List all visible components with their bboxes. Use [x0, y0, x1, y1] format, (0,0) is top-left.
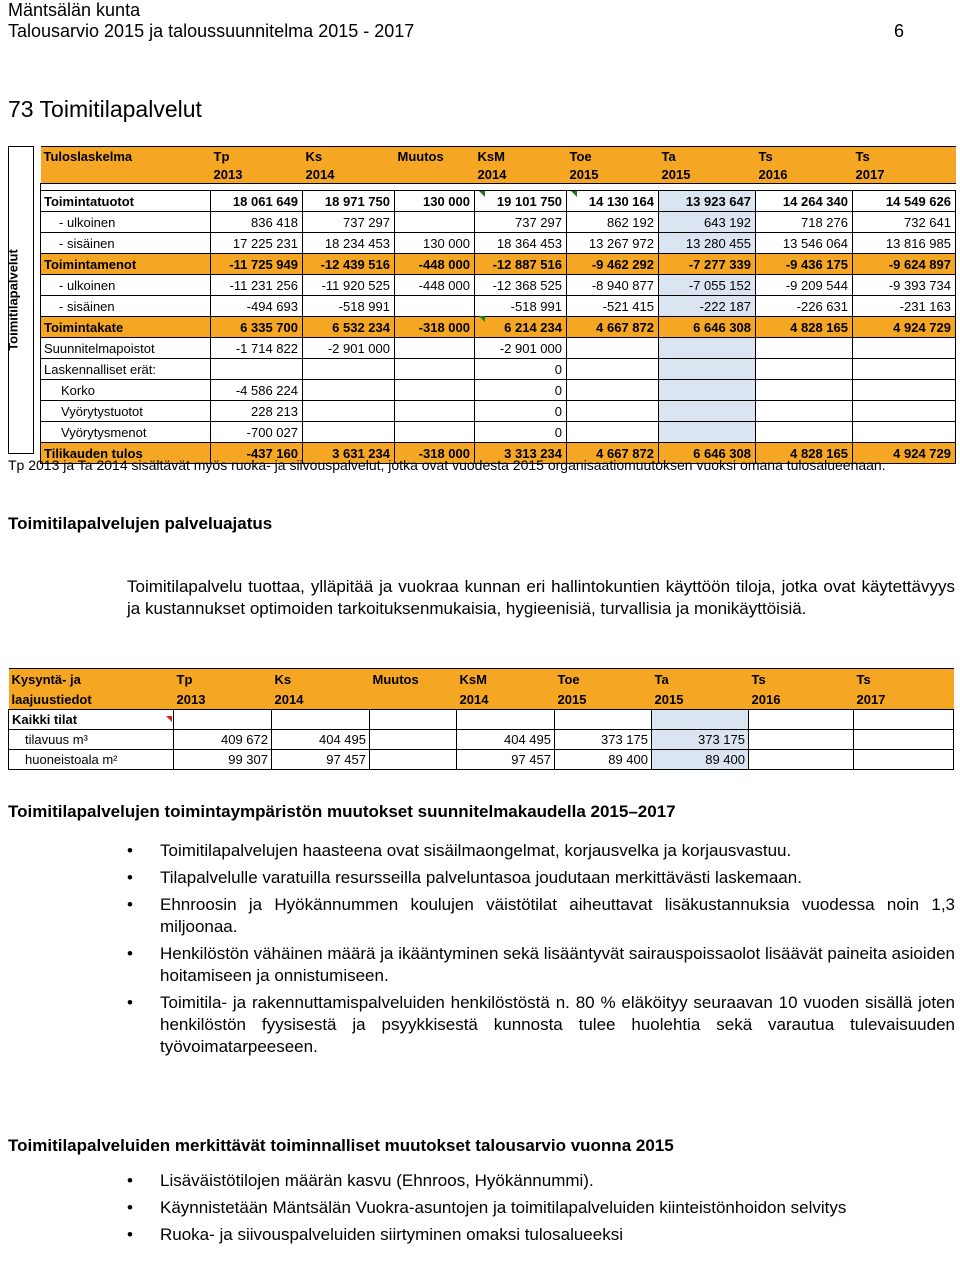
- table-row: [41, 212, 956, 233]
- income-statement-table: [40, 146, 956, 464]
- table-cell: [854, 730, 954, 750]
- table-row: [41, 422, 956, 443]
- table-cell: 3 313 234: [475, 443, 567, 464]
- row-label: - ulkoinen: [41, 212, 211, 233]
- bullet-icon: •: [127, 1225, 133, 1244]
- table-cell: -448 000: [395, 254, 475, 275]
- table-cell: [211, 359, 303, 380]
- document-title: Talousarvio 2015 ja taloussuunnitelma 2015 - 2017: [8, 21, 415, 41]
- row-label: - ulkoinen: [41, 275, 211, 296]
- table-cell: 97 457: [457, 750, 555, 770]
- table-cell: [370, 730, 457, 750]
- row-label: Vyörytysmenot: [41, 422, 211, 443]
- table-cell: [567, 401, 659, 422]
- row-label: Toimintamenot: [41, 254, 211, 275]
- table-cell: 89 400: [555, 750, 652, 770]
- table-cell: 4 667 872: [567, 317, 659, 338]
- header-cell: 2013: [211, 165, 303, 184]
- list-item: • Henkilöstön vähäinen määrä ja ikääntyminen sekä lisääntyvät sairauspoissaolot lisäävät paineita asioiden hoitamiseen ja onnistumiseen.: [127, 944, 955, 985]
- group-label: Kaikki tilat: [9, 710, 174, 730]
- table-cell: 373 175: [652, 730, 749, 750]
- table-row: [41, 359, 956, 380]
- row-label: Tilikauden tulos: [41, 443, 211, 464]
- header-cell: 2014: [475, 165, 567, 184]
- table-cell: [395, 212, 475, 233]
- ops-title: Toimitilapalveluiden merkittävät toiminnalliset muutokset talousarvio vuonna 2015: [8, 1136, 674, 1155]
- table-row: [9, 730, 954, 750]
- header-cell: Ta: [652, 669, 749, 690]
- header-cell: 2015: [652, 689, 749, 710]
- table-cell: [756, 359, 853, 380]
- table-cell: 14 549 626: [853, 191, 956, 212]
- header-cell: Ks: [303, 147, 395, 166]
- table-row: [9, 710, 954, 730]
- header-cell: 2014: [303, 165, 395, 184]
- table-cell: [303, 380, 395, 401]
- table-cell: 0: [475, 359, 567, 380]
- row-label: Suunnitelmapoistot: [41, 338, 211, 359]
- table-cell: 18 971 750: [303, 191, 395, 212]
- header-cell: 2016: [756, 165, 853, 184]
- table-cell: 0: [475, 401, 567, 422]
- table-cell: -318 000: [395, 443, 475, 464]
- side-label: Toimitilapalvelut: [5, 249, 21, 351]
- header-cell: 2015: [555, 689, 652, 710]
- table-cell: [303, 422, 395, 443]
- table-cell: 732 641: [853, 212, 956, 233]
- bullet-icon: •: [127, 895, 133, 914]
- table-cell: -448 000: [395, 275, 475, 296]
- table-cell: 18 234 453: [303, 233, 395, 254]
- list-item: • Ruoka- ja siivouspalveluiden siirtyminen omaksi tulosalueeksi: [127, 1225, 623, 1244]
- table-cell: -12 368 525: [475, 275, 567, 296]
- table-cell: -12 887 516: [475, 254, 567, 275]
- table-cell: [395, 380, 475, 401]
- row-label: Toimintakate: [41, 317, 211, 338]
- list-item: • Tilapalvelulle varatuilla resursseilla palveluntasoa joudutaan merkittävästi laskemaan.: [127, 868, 802, 887]
- demand-table: [8, 668, 954, 770]
- comment-marker-icon: [166, 716, 172, 722]
- table-cell: [749, 750, 854, 770]
- table-cell: 737 297: [303, 212, 395, 233]
- header-cell: Toe: [567, 147, 659, 166]
- table-cell: 0: [475, 380, 567, 401]
- table-cell: [854, 750, 954, 770]
- table-cell: 14 264 340: [756, 191, 853, 212]
- table-cell: [659, 422, 756, 443]
- list-item: • Lisäväistötilojen määrän kasvu (Ehnroos, Hyökännummi).: [127, 1171, 594, 1190]
- table-cell: [756, 401, 853, 422]
- table-cell: 737 297: [475, 212, 567, 233]
- table-cell: 18 364 453: [475, 233, 567, 254]
- table-cell: 89 400: [652, 750, 749, 770]
- table-cell: -231 163: [853, 296, 956, 317]
- table-cell: -7 277 339: [659, 254, 756, 275]
- table-cell: [659, 359, 756, 380]
- table-header-row: [9, 689, 954, 710]
- mission-title: Toimitilapalvelujen palveluajatus: [8, 514, 273, 533]
- list-item: • Ehnroosin ja Hyökännummen koulujen väistötilat aiheuttavat lisäkustannuksia vuodessa noin 1,3 miljoonaa.: [127, 895, 955, 936]
- row-label: - sisäinen: [41, 233, 211, 254]
- table-cell: 18 061 649: [211, 191, 303, 212]
- header-cell: Ks: [272, 669, 370, 690]
- table-cell: 4 828 165: [756, 443, 853, 464]
- table-row: [41, 233, 956, 254]
- table-cell: [567, 422, 659, 443]
- table-cell: 13 280 455: [659, 233, 756, 254]
- row-label: Toimintatuotot: [41, 191, 211, 212]
- table-cell: -9 436 175: [756, 254, 853, 275]
- row-label: tilavuus m³: [9, 730, 174, 750]
- table-cell: 4 828 165: [756, 317, 853, 338]
- table-cell: 17 225 231: [211, 233, 303, 254]
- table-cell: 862 192: [567, 212, 659, 233]
- table-cell: 836 418: [211, 212, 303, 233]
- table-cell: -521 415: [567, 296, 659, 317]
- bullet-icon: •: [127, 841, 133, 860]
- table-cell: 97 457: [272, 750, 370, 770]
- table-cell: 13 546 064: [756, 233, 853, 254]
- table-cell: -11 920 525: [303, 275, 395, 296]
- section-title: 73 Toimitilapalvelut: [8, 96, 202, 122]
- list-item: • Käynnistetään Mäntsälän Vuokra-asuntojen ja toimitilapalveluiden kiinteistönhoidon selvitys: [127, 1198, 847, 1217]
- table-cell: 13 267 972: [567, 233, 659, 254]
- header-cell: KsM: [457, 669, 555, 690]
- row-label: huoneistoala m²: [9, 750, 174, 770]
- table-cell: -9 462 292: [567, 254, 659, 275]
- organization-name: Mäntsälän kunta: [8, 0, 141, 20]
- row-label: Laskennalliset erät:: [41, 359, 211, 380]
- table-cell: [853, 338, 956, 359]
- table-cell: [303, 401, 395, 422]
- table-cell: 718 276: [756, 212, 853, 233]
- table-cell: [303, 359, 395, 380]
- table-cell: [567, 359, 659, 380]
- table-cell: 373 175: [555, 730, 652, 750]
- table-cell: [659, 380, 756, 401]
- table-cell: [853, 359, 956, 380]
- table-header-row: [41, 147, 956, 166]
- table-cell: 643 192: [659, 212, 756, 233]
- header-cell: Tp: [211, 147, 303, 166]
- table-cell: -2 901 000: [303, 338, 395, 359]
- table-cell: 4 667 872: [567, 443, 659, 464]
- table-cell: 14 130 164: [567, 191, 659, 212]
- comment-marker-icon: [479, 316, 485, 322]
- table-cell: -2 901 000: [475, 338, 567, 359]
- table-row: [41, 296, 956, 317]
- table-cell: -4 586 224: [211, 380, 303, 401]
- table-row: [9, 750, 954, 770]
- header-cell: [370, 689, 457, 710]
- list-item: • Toimitila- ja rakennuttamispalveluiden henkilöstöstä n. 80 % eläköityy seuraavan 10 vuoden sisällä joten henkilöstön fyysisestä ja psyykkisestä kunnosta tulee huolehtia sekä varautua tulevaisuuden työvoimatarpeeseen.: [127, 993, 955, 1056]
- table-cell: 6 335 700: [211, 317, 303, 338]
- header-cell: Ts: [749, 669, 854, 690]
- table-cell: 4 924 729: [853, 317, 956, 338]
- header-cell: 2015: [659, 165, 756, 184]
- header-cell: 2017: [853, 165, 956, 184]
- header-cell: [41, 165, 211, 184]
- ops-list: [127, 1170, 955, 1251]
- table-cell: [567, 380, 659, 401]
- table-cell: [749, 730, 854, 750]
- table-cell: -494 693: [211, 296, 303, 317]
- header-cell: Tuloslaskelma: [41, 147, 211, 166]
- table-row: [41, 254, 956, 275]
- header-cell: Ts: [854, 669, 954, 690]
- table-cell: [395, 422, 475, 443]
- table-cell: 4 924 729: [853, 443, 956, 464]
- header-cell: 2015: [567, 165, 659, 184]
- table-note: Tp 2013 ja Ta 2014 sisältävät myös ruoka- ja siivouspalvelut, jotka ovat vuodesta 2015 organisaatiomuutoksen vuoksi omana tulosalueenaan.: [8, 457, 886, 473]
- table-cell: 19 101 750: [475, 191, 567, 212]
- header-cell: Ta: [659, 147, 756, 166]
- table-header-row: [41, 165, 956, 184]
- table-cell: [395, 338, 475, 359]
- table-cell: 6 532 234: [303, 317, 395, 338]
- table-row: [41, 401, 956, 422]
- table-cell: -518 991: [475, 296, 567, 317]
- table-cell: 130 000: [395, 191, 475, 212]
- header-cell: 2016: [749, 689, 854, 710]
- table-cell: 13 816 985: [853, 233, 956, 254]
- comment-marker-icon: [571, 191, 577, 197]
- list-item: • Toimitilapalvelujen haasteena ovat sisäilmaongelmat, korjausvelka ja korjausvastuu.: [127, 841, 792, 860]
- table-cell: [567, 338, 659, 359]
- header-cell: Toe: [555, 669, 652, 690]
- changes-list: [127, 840, 955, 1063]
- table-cell: [853, 380, 956, 401]
- table-cell: -8 940 877: [567, 275, 659, 296]
- table-cell: 6 646 308: [659, 443, 756, 464]
- row-label: Vyörytystuotot: [41, 401, 211, 422]
- header-cell: [395, 165, 475, 184]
- header-cell: Muutos: [370, 669, 457, 690]
- table-row: [41, 275, 956, 296]
- comment-marker-icon: [479, 191, 485, 197]
- table-cell: -1 714 822: [211, 338, 303, 359]
- table-cell: 3 631 234: [303, 443, 395, 464]
- table-cell: 228 213: [211, 401, 303, 422]
- header-cell: Tp: [174, 669, 272, 690]
- table-row: [41, 317, 956, 338]
- table-cell: 6 214 234: [475, 317, 567, 338]
- row-label: - sisäinen: [41, 296, 211, 317]
- table-cell: [853, 422, 956, 443]
- header-cell: Ts: [756, 147, 853, 166]
- table-cell: -518 991: [303, 296, 395, 317]
- bullet-icon: •: [127, 993, 133, 1012]
- table-cell: 0: [475, 422, 567, 443]
- table-cell: 130 000: [395, 233, 475, 254]
- table-cell: -318 000: [395, 317, 475, 338]
- table-cell: -437 160: [211, 443, 303, 464]
- table-row: [41, 380, 956, 401]
- table-cell: [395, 296, 475, 317]
- table-cell: -9 393 734: [853, 275, 956, 296]
- page-number: 6: [893, 21, 904, 41]
- table-cell: 409 672: [174, 730, 272, 750]
- mission-text: Toimitilapalvelu tuottaa, ylläpitää ja vuokraa kunnan eri hallintokuntien käyttöön tiloja, jotka ovat käytettävyys ja kustannukset optimoiden tarkoituksenmukaisia, hygieenisiä, turvallisia ja monikäyttöisiä.: [127, 577, 955, 618]
- header-cell: Kysyntä- ja: [9, 669, 174, 690]
- table-cell: -11 231 256: [211, 275, 303, 296]
- table-cell: -9 209 544: [756, 275, 853, 296]
- table-cell: [370, 750, 457, 770]
- header-cell: Muutos: [395, 147, 475, 166]
- table-cell: -226 631: [756, 296, 853, 317]
- table-cell: 404 495: [272, 730, 370, 750]
- table-cell: [853, 401, 956, 422]
- table-cell: 404 495: [457, 730, 555, 750]
- changes-title: Toimitilapalvelujen toimintaympäristön muutokset suunnitelmakaudella 2015–2017: [8, 802, 676, 821]
- table-row: [41, 191, 956, 212]
- table-cell: -700 027: [211, 422, 303, 443]
- table-row: [41, 338, 956, 359]
- bullet-icon: •: [127, 868, 133, 887]
- table-cell: [756, 338, 853, 359]
- bullet-icon: •: [127, 1198, 133, 1217]
- header-cell: 2017: [854, 689, 954, 710]
- bullet-icon: •: [127, 1171, 133, 1190]
- header-cell: 2014: [457, 689, 555, 710]
- table-cell: [659, 338, 756, 359]
- header-cell: Ts: [853, 147, 956, 166]
- table-cell: -7 055 152: [659, 275, 756, 296]
- table-cell: [395, 359, 475, 380]
- table-cell: 6 646 308: [659, 317, 756, 338]
- table-cell: [659, 401, 756, 422]
- table-cell: 99 307: [174, 750, 272, 770]
- table-cell: [756, 380, 853, 401]
- bullet-icon: •: [127, 944, 133, 963]
- header-cell: 2014: [272, 689, 370, 710]
- table-cell: 13 923 647: [659, 191, 756, 212]
- header-cell: KsM: [475, 147, 567, 166]
- table-cell: -12 439 516: [303, 254, 395, 275]
- table-cell: [756, 422, 853, 443]
- table-cell: -9 624 897: [853, 254, 956, 275]
- table-cell: -222 187: [659, 296, 756, 317]
- table-header-row: [9, 669, 954, 690]
- header-cell: laajuustiedot: [9, 689, 174, 710]
- row-label: Korko: [41, 380, 211, 401]
- header-cell: 2013: [174, 689, 272, 710]
- table-cell: [395, 401, 475, 422]
- table-cell: -11 725 949: [211, 254, 303, 275]
